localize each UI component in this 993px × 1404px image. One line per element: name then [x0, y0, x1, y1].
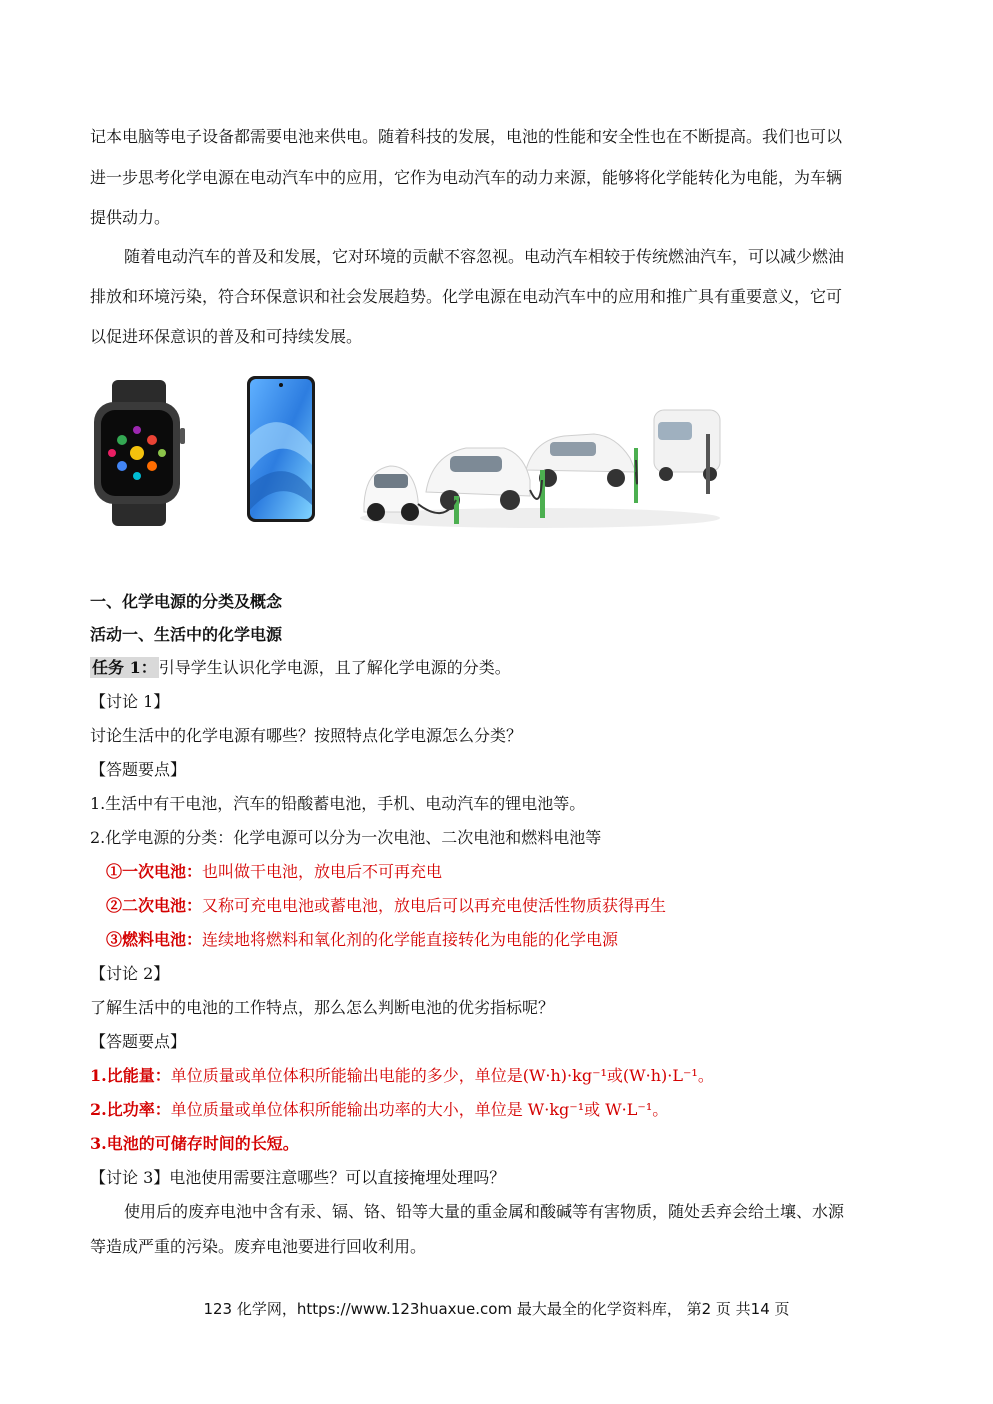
- type-fuel-label: ③燃料电池：: [106, 930, 203, 949]
- type-secondary-battery: [106, 896, 666, 916]
- discussion-3-answer-line1: 使用后的废弃电池中含有汞、镉、铬、铅等大量的重金属和酸碱等有害物质，随处丢弃会给土壤、水源: [124, 1202, 845, 1221]
- specific-power-label: 2.比功率：: [90, 1100, 171, 1119]
- discussion-1-question: 讨论生活中的化学电源有哪些？按照特点化学电源怎么分类？: [90, 726, 523, 745]
- page-footer: 123 化学网，https://www.123huaxue.com 最大最全的化学资料库， 第2 页 共14 页: [203, 1300, 790, 1318]
- intro-p2-line1: 随着电动汽车的普及和发展，它对环境的贡献不容忽视。电动汽车相较于传统燃油汽车，可以减少燃油: [124, 247, 845, 266]
- discussion-3-answer-line2: 等造成严重的污染。废弃电池要进行回收利用。: [90, 1237, 427, 1256]
- type-fuel-text: 连续地将燃料和氧化剂的化学能直接转化为电能的化学电源: [202, 930, 619, 949]
- type-secondary-label: ②二次电池：: [106, 896, 203, 915]
- discussion-1-label: 【讨论 1】: [90, 692, 170, 711]
- storage-time-line: 3.电池的可储存时间的长短。: [90, 1134, 299, 1153]
- activity-heading: 活动一、生活中的化学电源: [90, 625, 283, 644]
- discussion-3-line: [90, 1168, 505, 1188]
- specific-energy-line: [90, 1066, 714, 1086]
- type-primary-text: 也叫做干电池，放电后不可再充电: [202, 862, 443, 881]
- answer-1-2: 2.化学电源的分类：化学电源可以分为一次电池、二次电池和燃料电池等: [90, 828, 602, 847]
- type-secondary-text: 又称可充电电池或蓄电池，放电后可以再充电使活性物质获得再生: [202, 896, 667, 915]
- smartwatch-image: [92, 380, 186, 526]
- discussion-2-question: 了解生活中的电池的工作特点，那么怎么判断电池的优劣指标呢？: [90, 998, 555, 1017]
- smartphone-image: [246, 375, 316, 523]
- electric-cars-image: [354, 400, 726, 530]
- answer-1-1: 1.生活中有干电池，汽车的铅酸蓄电池，手机、电动汽车的锂电池等。: [90, 794, 586, 813]
- intro-p2-line3: 以促进环保意识的普及和可持续发展。: [90, 327, 363, 346]
- answer-label-2: 【答题要点】: [90, 1032, 187, 1051]
- task-text: 引导学生认识化学电源，且了解化学电源的分类。: [158, 658, 511, 677]
- discussion-3-label: 【讨论 3】: [90, 1168, 170, 1187]
- specific-power-text: 单位质量或单位体积所能输出功率的大小，单位是 W·kg⁻¹或 W·L⁻¹。: [170, 1100, 669, 1119]
- type-fuel-cell: [106, 930, 618, 950]
- section-heading: 一、化学电源的分类及概念: [90, 592, 283, 611]
- task-label: 任务 1：: [92, 658, 157, 677]
- intro-p1-line2: 进一步思考化学电源在电动汽车中的应用，它作为电动汽车的动力来源，能够将化学能转化为电能，为车辆: [90, 168, 843, 187]
- specific-energy-text: 单位质量或单位体积所能输出电能的多少，单位是(W·h)·kg⁻¹或(W·h)·L⁻¹。: [170, 1066, 714, 1085]
- discussion-2-label: 【讨论 2】: [90, 964, 170, 983]
- task-line: [90, 658, 511, 678]
- specific-energy-label: 1.比能量：: [90, 1066, 171, 1085]
- discussion-3-question: 电池使用需要注意哪些？可以直接掩埋处理吗？: [169, 1168, 506, 1187]
- type-primary-label: ①一次电池：: [106, 862, 203, 881]
- intro-p1-line1: 记本电脑等电子设备都需要电池来供电。随着科技的发展，电池的性能和安全性也在不断提高。我们也可以: [90, 127, 843, 146]
- intro-p2-line2: 排放和环境污染，符合环保意识和社会发展趋势。化学电源在电动汽车中的应用和推广具有重要意义，它可: [90, 287, 843, 306]
- intro-p1-line3: 提供动力。: [90, 208, 171, 227]
- answer-label-1: 【答题要点】: [90, 760, 187, 779]
- specific-power-line: [90, 1100, 668, 1120]
- type-primary-battery: [106, 862, 442, 882]
